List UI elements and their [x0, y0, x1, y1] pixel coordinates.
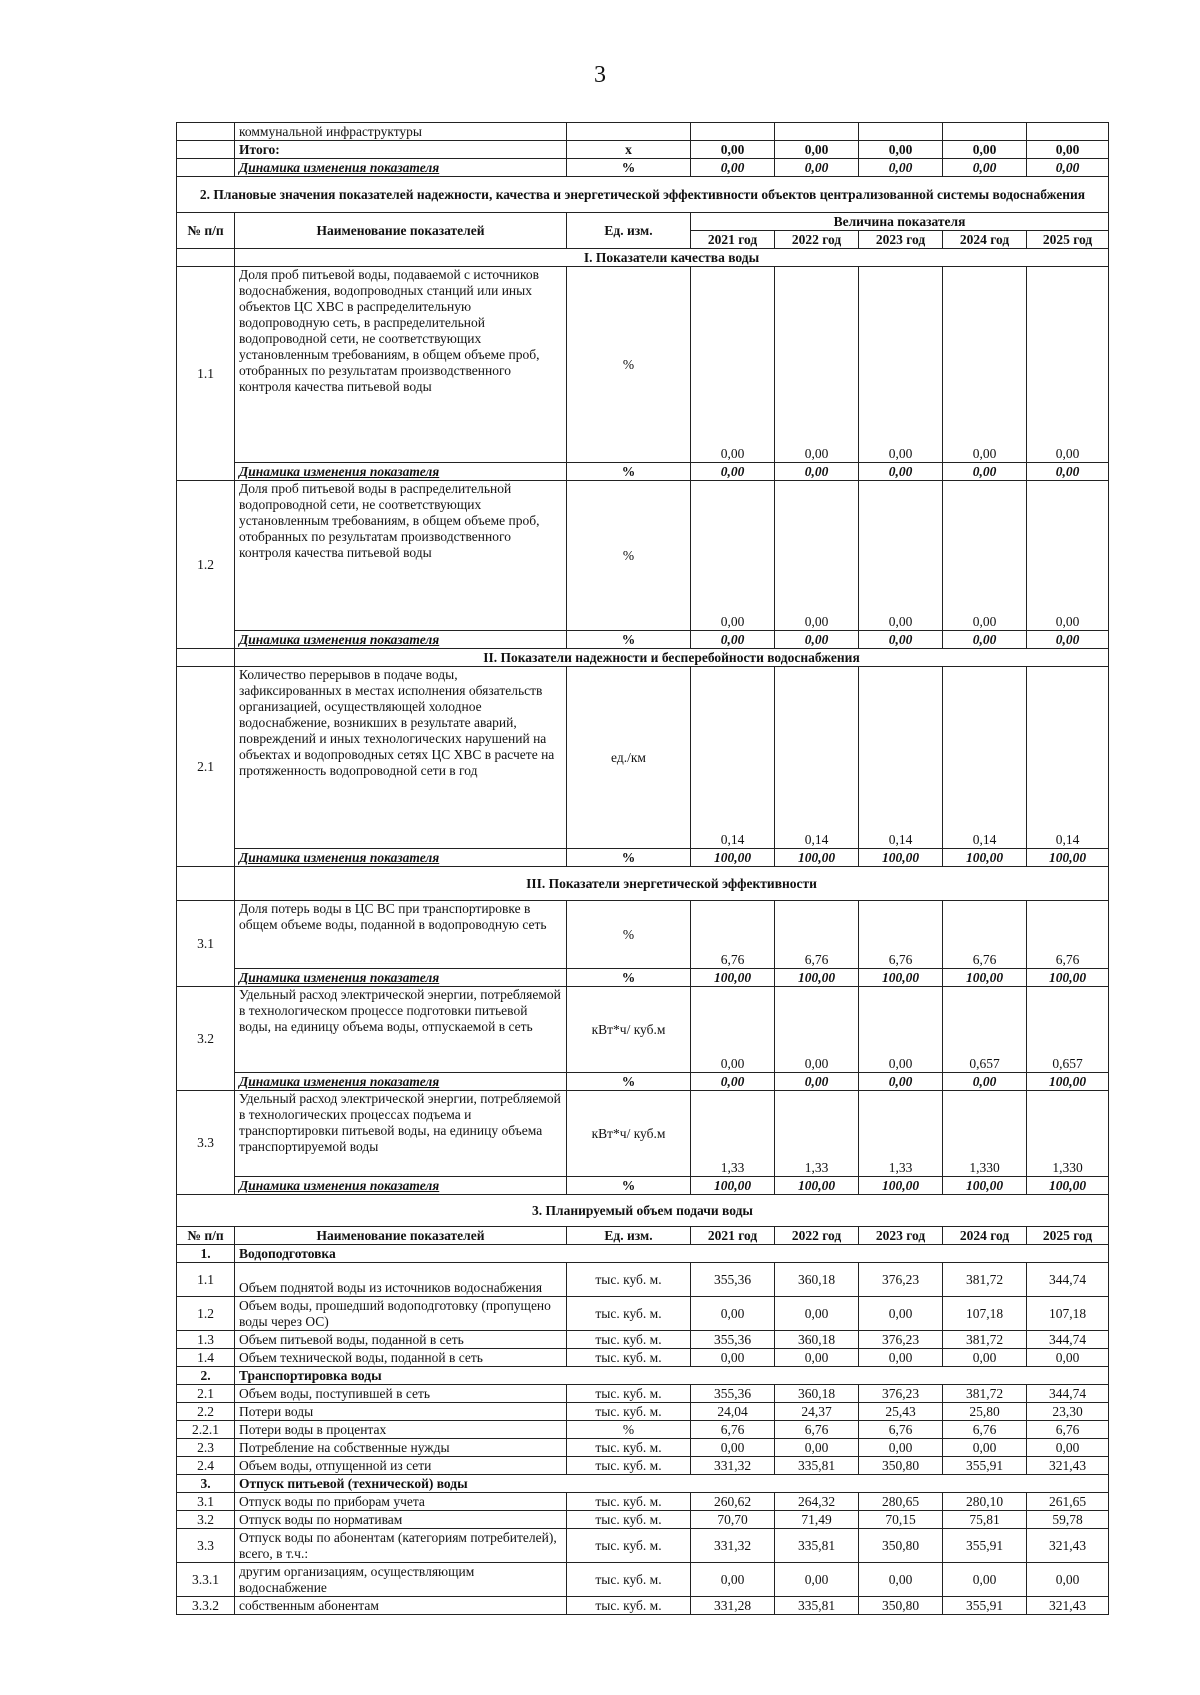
table-row	[177, 1331, 1109, 1349]
row-label: коммунальной инфраструктуры	[235, 123, 567, 141]
table-row	[177, 1529, 1109, 1563]
value-cell: 1,330	[943, 1091, 1027, 1177]
value-cell: 280,10	[943, 1493, 1027, 1511]
value-cell: 0,00	[859, 631, 943, 649]
indicator-name: Отпуск воды по приборам учета	[235, 1493, 567, 1511]
value-cell: 360,18	[775, 1263, 859, 1297]
value-cell: 0,00	[775, 267, 859, 463]
table-row	[177, 1439, 1109, 1457]
unit-cell: тыс. куб. м.	[567, 1403, 691, 1421]
table-row	[177, 123, 1109, 141]
value-cell: 0,00	[1027, 631, 1109, 649]
value-cell: 100,00	[943, 849, 1027, 867]
value-cell: 331,32	[691, 1457, 775, 1475]
unit-cell: %	[567, 849, 691, 867]
value-cell: 0,00	[775, 141, 859, 159]
row-number: 3.3.1	[177, 1563, 235, 1597]
dynamics-label: Динамика изменения показателя	[235, 1073, 567, 1091]
unit-cell: тыс. куб. м.	[567, 1331, 691, 1349]
value-cell: 0,00	[691, 481, 775, 631]
value-cell: 0,00	[691, 159, 775, 177]
value-cell: 100,00	[691, 969, 775, 987]
indicator-name: Объем питьевой воды, поданной в сеть	[235, 1331, 567, 1349]
value-cell: 321,43	[1027, 1597, 1109, 1615]
value-cell: 6,76	[943, 901, 1027, 969]
table-row	[177, 1073, 1109, 1091]
value-cell: 0,00	[859, 141, 943, 159]
value-cell: 350,80	[859, 1529, 943, 1563]
value-cell: 0,00	[943, 1349, 1027, 1367]
table-cell	[177, 249, 235, 267]
value-cell: 6,76	[1027, 1421, 1109, 1439]
table-cell	[177, 159, 235, 177]
row-number: 2.3	[177, 1439, 235, 1457]
table-cell	[567, 123, 691, 141]
row-number: 3.3	[177, 1529, 235, 1563]
value-cell: 0,00	[1027, 159, 1109, 177]
unit-cell: х	[567, 141, 691, 159]
col-header-year: 2024 год	[943, 1227, 1027, 1245]
value-cell: 0,657	[1027, 987, 1109, 1073]
col-header-year: 2023 год	[859, 1227, 943, 1245]
value-cell: 360,18	[775, 1331, 859, 1349]
col-header-year: 2023 год	[859, 231, 943, 249]
value-cell: 0,00	[943, 267, 1027, 463]
dynamics-label: Динамика изменения показателя	[235, 1177, 567, 1195]
indicator-name: Удельный расход электрической энергии, потребляемой в технологическом процессе подготовки питьевой воды, на единицу объема воды, отпускаемой в сеть	[235, 987, 567, 1073]
table-row	[177, 1421, 1109, 1439]
value-cell: 25,80	[943, 1403, 1027, 1421]
table-row	[177, 1563, 1109, 1597]
value-cell: 335,81	[775, 1529, 859, 1563]
value-cell: 0,00	[775, 481, 859, 631]
value-cell: 0,00	[859, 987, 943, 1073]
value-cell: 1,33	[775, 1091, 859, 1177]
table-row	[177, 1403, 1109, 1421]
value-cell: 0,00	[943, 141, 1027, 159]
value-cell: 100,00	[943, 969, 1027, 987]
unit-cell: тыс. куб. м.	[567, 1493, 691, 1511]
value-cell: 107,18	[1027, 1297, 1109, 1331]
value-cell: 70,15	[859, 1511, 943, 1529]
value-cell: 0,00	[775, 159, 859, 177]
value-cell: 100,00	[691, 849, 775, 867]
value-cell: 100,00	[775, 969, 859, 987]
table-row	[177, 159, 1109, 177]
indicator-name: Доля проб питьевой воды, подаваемой с источников водоснабжения, водопроводных станций или иных объектов ЦС ХВС в распределительную водопроводную сеть, в распределительной водопроводной сети, не соответствующих установленным требованиям, в общем объеме проб, отобранных по результатам производственного контроля качества питьевой воды	[235, 267, 567, 463]
indicator-name: Объем воды, отпущенной из сети	[235, 1457, 567, 1475]
value-cell: 0,00	[775, 1439, 859, 1457]
table-row	[177, 1597, 1109, 1615]
section-title-row	[177, 1195, 1109, 1227]
value-cell: 6,76	[859, 1421, 943, 1439]
row-number: 1.2	[177, 1297, 235, 1331]
value-cell: 75,81	[943, 1511, 1027, 1529]
col-header-num: № п/п	[177, 1227, 235, 1245]
unit-cell: %	[567, 1073, 691, 1091]
value-cell: 0,00	[691, 1073, 775, 1091]
dynamics-label: Динамика изменения показателя	[235, 969, 567, 987]
value-cell: 0,00	[859, 1439, 943, 1457]
table-cell	[177, 123, 235, 141]
value-cell: 0,14	[1027, 667, 1109, 849]
table-cell	[177, 649, 235, 667]
value-cell: 100,00	[775, 849, 859, 867]
value-cell: 23,30	[1027, 1403, 1109, 1421]
table-cell	[859, 123, 943, 141]
unit-cell: ед./км	[567, 667, 691, 849]
value-cell: 344,74	[1027, 1331, 1109, 1349]
value-cell: 100,00	[1027, 969, 1109, 987]
row-number: 2.4	[177, 1457, 235, 1475]
value-cell: 6,76	[1027, 901, 1109, 969]
value-cell: 25,43	[859, 1403, 943, 1421]
value-cell: 0,00	[1027, 267, 1109, 463]
value-cell: 100,00	[691, 1177, 775, 1195]
value-cell: 355,91	[943, 1597, 1027, 1615]
section-3-title: 3. Планируемый объем подачи воды	[177, 1195, 1109, 1227]
indicators-table	[176, 122, 1109, 1615]
value-cell: 6,76	[691, 901, 775, 969]
group-title-row	[177, 1245, 1109, 1263]
dynamics-label: Динамика изменения показателя	[235, 463, 567, 481]
indicator-name: Объем поднятой воды из источников водоснабжения	[235, 1263, 567, 1297]
value-cell: 0,14	[691, 667, 775, 849]
unit-cell: тыс. куб. м.	[567, 1597, 691, 1615]
value-cell: 0,00	[775, 987, 859, 1073]
table-row	[177, 969, 1109, 987]
table-row	[177, 1177, 1109, 1195]
group-title: Транспортировка воды	[235, 1367, 1109, 1385]
table-row	[177, 1493, 1109, 1511]
group-title: Отпуск питьевой (технической) воды	[235, 1475, 1109, 1493]
unit-cell: тыс. куб. м.	[567, 1457, 691, 1475]
value-cell: 355,36	[691, 1263, 775, 1297]
value-cell: 261,65	[1027, 1493, 1109, 1511]
unit-cell: %	[567, 1177, 691, 1195]
group-title-row	[177, 649, 1109, 667]
indicator-name: Объем воды, поступившей в сеть	[235, 1385, 567, 1403]
value-cell: 264,32	[775, 1493, 859, 1511]
value-cell: 0,00	[943, 1439, 1027, 1457]
value-cell: 0,00	[859, 267, 943, 463]
value-cell: 0,00	[775, 1563, 859, 1597]
value-cell: 381,72	[943, 1263, 1027, 1297]
value-cell: 331,32	[691, 1529, 775, 1563]
col-header-num: № п/п	[177, 213, 235, 249]
group-title: I. Показатели качества воды	[235, 249, 1109, 267]
row-number: 3.1	[177, 901, 235, 987]
page-number: 3	[594, 62, 606, 88]
value-cell: 0,00	[691, 267, 775, 463]
col-header-unit: Ед. изм.	[567, 1227, 691, 1245]
unit-cell: %	[567, 1421, 691, 1439]
row-number: 3.3	[177, 1091, 235, 1195]
table-row	[177, 849, 1109, 867]
value-cell: 24,04	[691, 1403, 775, 1421]
value-cell: 0,00	[691, 141, 775, 159]
value-cell: 0,00	[1027, 141, 1109, 159]
value-cell: 350,80	[859, 1457, 943, 1475]
value-cell: 0,00	[943, 631, 1027, 649]
value-cell: 335,81	[775, 1597, 859, 1615]
value-cell: 0,00	[775, 1073, 859, 1091]
unit-cell: %	[567, 969, 691, 987]
value-cell: 100,00	[1027, 1177, 1109, 1195]
value-cell: 0,14	[943, 667, 1027, 849]
group-title: Водоподготовка	[235, 1245, 1109, 1263]
value-cell: 0,00	[691, 1349, 775, 1367]
value-cell: 0,00	[1027, 481, 1109, 631]
value-cell: 0,00	[1027, 1349, 1109, 1367]
header-row	[177, 1227, 1109, 1245]
unit-cell: тыс. куб. м.	[567, 1385, 691, 1403]
unit-cell: %	[567, 463, 691, 481]
value-cell: 0,00	[691, 1439, 775, 1457]
section-2-title: 2. Плановые значения показателей надежности, качества и энергетической эффективности объектов централизованной системы водоснабжения	[177, 177, 1109, 213]
row-number: 2.2.1	[177, 1421, 235, 1439]
value-cell: 360,18	[775, 1385, 859, 1403]
value-cell: 321,43	[1027, 1457, 1109, 1475]
row-number: 2.1	[177, 1385, 235, 1403]
value-cell: 0,00	[859, 463, 943, 481]
table-cell	[177, 141, 235, 159]
table-row	[177, 987, 1109, 1073]
group-title: II. Показатели надежности и бесперебойности водоснабжения	[235, 649, 1109, 667]
value-cell: 331,28	[691, 1597, 775, 1615]
value-cell: 381,72	[943, 1331, 1027, 1349]
value-cell: 100,00	[1027, 849, 1109, 867]
value-cell: 0,00	[859, 1073, 943, 1091]
row-number: 3.3.2	[177, 1597, 235, 1615]
dynamics-label: Динамика изменения показателя	[235, 631, 567, 649]
group-title-row	[177, 249, 1109, 267]
table-row	[177, 463, 1109, 481]
value-cell: 381,72	[943, 1385, 1027, 1403]
value-cell: 376,23	[859, 1385, 943, 1403]
value-cell: 1,330	[1027, 1091, 1109, 1177]
value-cell: 100,00	[943, 1177, 1027, 1195]
row-number: 2.2	[177, 1403, 235, 1421]
value-cell: 355,91	[943, 1529, 1027, 1563]
value-cell: 6,76	[943, 1421, 1027, 1439]
value-cell: 6,76	[691, 1421, 775, 1439]
indicator-name: собственным абонентам	[235, 1597, 567, 1615]
value-cell: 0,00	[859, 159, 943, 177]
unit-cell: %	[567, 631, 691, 649]
value-cell: 0,00	[943, 481, 1027, 631]
row-number: 1.	[177, 1245, 235, 1263]
value-cell: 0,00	[859, 1563, 943, 1597]
indicator-name: Отпуск воды по нормативам	[235, 1511, 567, 1529]
dynamics-label: Динамика изменения показателя	[235, 159, 567, 177]
unit-cell: %	[567, 267, 691, 463]
value-cell: 0,14	[859, 667, 943, 849]
indicator-name: Потери воды в процентах	[235, 1421, 567, 1439]
indicator-name: Потребление на собственные нужды	[235, 1439, 567, 1457]
row-number: 1.4	[177, 1349, 235, 1367]
unit-cell: кВт*ч/ куб.м	[567, 1091, 691, 1177]
value-cell: 0,00	[943, 1563, 1027, 1597]
col-header-year: 2022 год	[775, 1227, 859, 1245]
value-cell: 355,91	[943, 1457, 1027, 1475]
indicator-name: Объем технической воды, поданной в сеть	[235, 1349, 567, 1367]
row-number: 1.3	[177, 1331, 235, 1349]
unit-cell: %	[567, 159, 691, 177]
unit-cell: тыс. куб. м.	[567, 1439, 691, 1457]
unit-cell: тыс. куб. м.	[567, 1563, 691, 1597]
value-cell: 100,00	[859, 969, 943, 987]
row-number: 3.1	[177, 1493, 235, 1511]
col-header-unit: Ед. изм.	[567, 213, 691, 249]
col-header-year: 2024 год	[943, 231, 1027, 249]
value-cell: 0,00	[943, 1073, 1027, 1091]
value-cell: 0,00	[775, 631, 859, 649]
section-title-row	[177, 177, 1109, 213]
table-row	[177, 481, 1109, 631]
value-cell: 0,00	[691, 1563, 775, 1597]
row-number: 2.1	[177, 667, 235, 867]
value-cell: 24,37	[775, 1403, 859, 1421]
group-title: III. Показатели энергетической эффективности	[235, 867, 1109, 901]
col-header-year: 2025 год	[1027, 1227, 1109, 1245]
row-number: 3.2	[177, 1511, 235, 1529]
value-cell: 0,00	[691, 631, 775, 649]
indicator-name: Доля проб питьевой воды в распределительной водопроводной сети, не соответствующих установленным требованиям, в общем объеме проб, отобранных по результатам производственного контроля качества питьевой воды	[235, 481, 567, 631]
value-cell: 344,74	[1027, 1385, 1109, 1403]
value-cell: 355,36	[691, 1385, 775, 1403]
unit-cell: тыс. куб. м.	[567, 1511, 691, 1529]
indicator-name: Потери воды	[235, 1403, 567, 1421]
unit-cell: тыс. куб. м.	[567, 1349, 691, 1367]
row-number: 1.2	[177, 481, 235, 649]
value-cell: 100,00	[775, 1177, 859, 1195]
dynamics-label: Динамика изменения показателя	[235, 849, 567, 867]
value-cell: 6,76	[775, 901, 859, 969]
value-cell: 100,00	[859, 849, 943, 867]
value-cell: 59,78	[1027, 1511, 1109, 1529]
table-row	[177, 901, 1109, 969]
table-cell	[691, 123, 775, 141]
group-title-row	[177, 867, 1109, 901]
table-row	[177, 267, 1109, 463]
value-cell: 0,657	[943, 987, 1027, 1073]
value-cell: 335,81	[775, 1457, 859, 1475]
value-cell: 344,74	[1027, 1263, 1109, 1297]
col-header-year: 2022 год	[775, 231, 859, 249]
value-cell: 70,70	[691, 1511, 775, 1529]
table-cell	[1027, 123, 1109, 141]
value-cell: 280,65	[859, 1493, 943, 1511]
value-cell: 0,00	[691, 1297, 775, 1331]
indicator-name: другим организациям, осуществляющим водоснабжение	[235, 1563, 567, 1597]
value-cell: 6,76	[859, 901, 943, 969]
col-header-year: 2021 год	[691, 231, 775, 249]
unit-cell: тыс. куб. м.	[567, 1263, 691, 1297]
value-cell: 1,33	[691, 1091, 775, 1177]
value-cell: 0,00	[691, 463, 775, 481]
table-row	[177, 1385, 1109, 1403]
value-cell: 355,36	[691, 1331, 775, 1349]
indicator-name: Количество перерывов в подаче воды, зафиксированных в местах исполнения обязательств организацией, осуществляющей холодное водоснабжение, возникших в результате аварий, повреждений и иных технологических нарушений на объектах и водопроводных сетях ЦС ХВС в расчете на протяженность водопроводной сети в год	[235, 667, 567, 849]
value-cell: 6,76	[775, 1421, 859, 1439]
table-row	[177, 667, 1109, 849]
col-header-year: 2025 год	[1027, 231, 1109, 249]
col-header-value: Величина показателя	[691, 213, 1109, 231]
value-cell: 0,00	[1027, 1439, 1109, 1457]
group-title-row	[177, 1367, 1109, 1385]
group-title-row	[177, 1475, 1109, 1493]
value-cell: 376,23	[859, 1331, 943, 1349]
unit-cell: %	[567, 901, 691, 969]
header-row	[177, 213, 1109, 231]
table-row	[177, 141, 1109, 159]
value-cell: 0,00	[1027, 463, 1109, 481]
table-row	[177, 1297, 1109, 1331]
table-row	[177, 631, 1109, 649]
value-cell: 1,33	[859, 1091, 943, 1177]
table-cell	[943, 123, 1027, 141]
total-label: Итого:	[235, 141, 567, 159]
table-row	[177, 1511, 1109, 1529]
col-header-name: Наименование показателей	[235, 213, 567, 249]
value-cell: 260,62	[691, 1493, 775, 1511]
value-cell: 107,18	[943, 1297, 1027, 1331]
unit-cell: кВт*ч/ куб.м	[567, 987, 691, 1073]
indicator-name: Удельный расход электрической энергии, потребляемой в технологических процессах подъема и транспортировки питьевой воды, на единицу объема транспортируемой воды	[235, 1091, 567, 1177]
value-cell: 0,00	[775, 1349, 859, 1367]
value-cell: 100,00	[1027, 1073, 1109, 1091]
value-cell: 0,00	[1027, 1563, 1109, 1597]
row-number: 1.1	[177, 1263, 235, 1297]
indicator-name: Отпуск воды по абонентам (категориям потребителей), всего, в т.ч.:	[235, 1529, 567, 1563]
table-cell	[775, 123, 859, 141]
row-number: 3.2	[177, 987, 235, 1091]
unit-cell: тыс. куб. м.	[567, 1297, 691, 1331]
value-cell: 100,00	[859, 1177, 943, 1195]
unit-cell: тыс. куб. м.	[567, 1529, 691, 1563]
row-number: 1.1	[177, 267, 235, 481]
value-cell: 0,00	[691, 987, 775, 1073]
table-row	[177, 1457, 1109, 1475]
col-header-name: Наименование показателей	[235, 1227, 567, 1245]
value-cell: 0,00	[943, 159, 1027, 177]
value-cell: 0,14	[775, 667, 859, 849]
unit-cell: %	[567, 481, 691, 631]
col-header-year: 2021 год	[691, 1227, 775, 1245]
indicator-name: Доля потерь воды в ЦС ВС при транспортировке в общем объеме воды, поданной в водопроводную сеть	[235, 901, 567, 969]
value-cell: 0,00	[859, 1349, 943, 1367]
value-cell: 0,00	[775, 1297, 859, 1331]
table-row	[177, 1263, 1109, 1297]
value-cell: 0,00	[859, 481, 943, 631]
value-cell: 0,00	[943, 463, 1027, 481]
value-cell: 350,80	[859, 1597, 943, 1615]
table-row	[177, 1091, 1109, 1177]
value-cell: 321,43	[1027, 1529, 1109, 1563]
indicator-name: Объем воды, прошедший водоподготовку (пропущено воды через ОС)	[235, 1297, 567, 1331]
value-cell: 71,49	[775, 1511, 859, 1529]
value-cell: 376,23	[859, 1263, 943, 1297]
table-cell	[177, 867, 235, 901]
row-number: 2.	[177, 1367, 235, 1385]
row-number: 3.	[177, 1475, 235, 1493]
table-row	[177, 1349, 1109, 1367]
value-cell: 0,00	[775, 463, 859, 481]
value-cell: 0,00	[859, 1297, 943, 1331]
